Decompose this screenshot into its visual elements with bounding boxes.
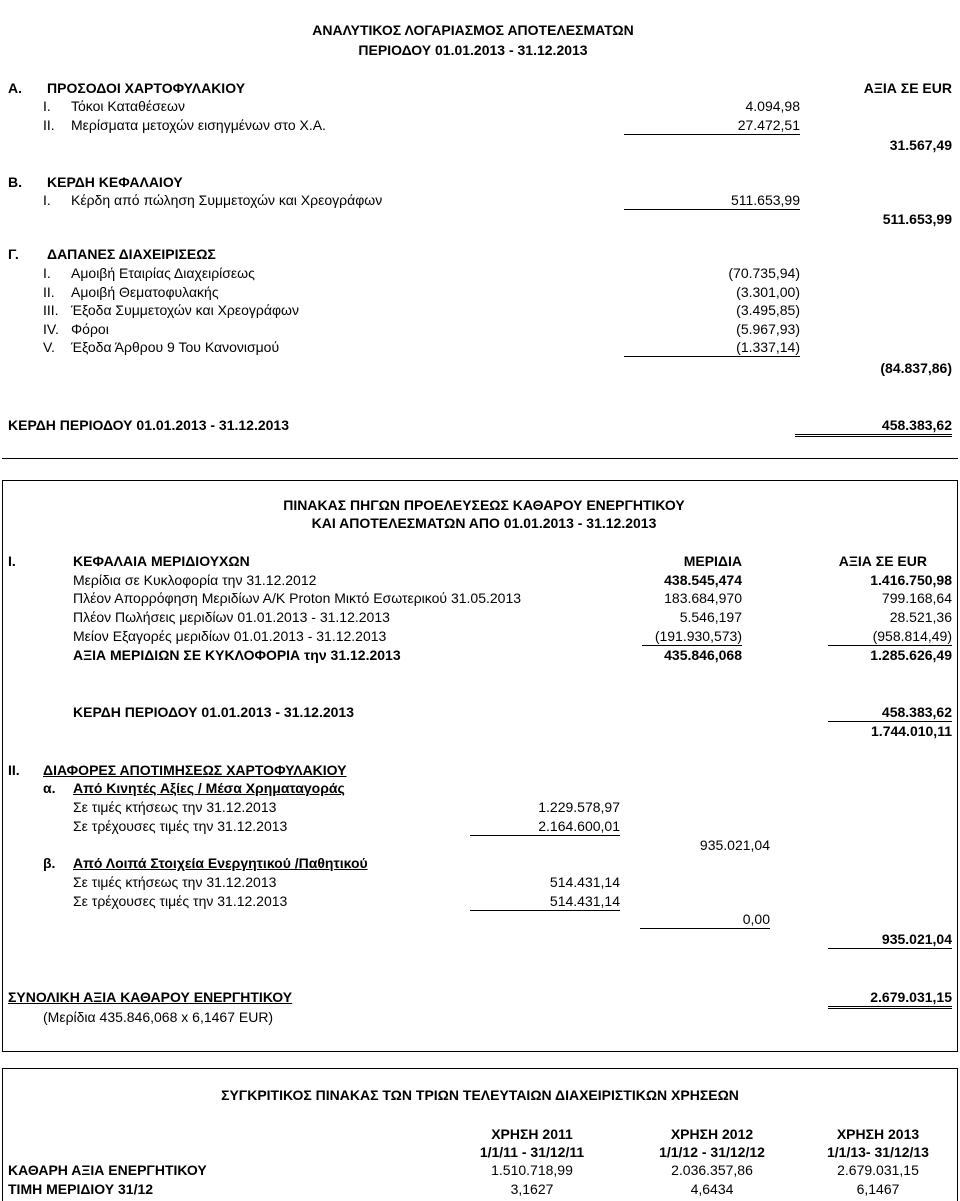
comparison-year-header [0,1125,960,1143]
year-header: ΧΡΗΣΗ 2012 [670,1126,754,1142]
group-a-current-value: 2.164.600,01 [470,817,620,836]
period-profit-label: ΚΕΡΔΗ ΠΕΡΙΟΔΟΥ 01.01.2013 - 31.12.2013 [8,417,289,433]
period-header: 1/1/13- 31/12/13 [827,1144,929,1160]
section-c-item [0,264,960,282]
capital-row-label: Πλέον Πωλήσεις μεριδίων 01.01.2013 - 31.12.2013 [73,609,390,625]
item-label: Μερίσματα μετοχών εισηγμένων στο Χ.Α. [71,117,326,133]
comparison-row-label: ΚΑΘΑΡΗ ΑΞΙΑ ΕΝΕΡΓΗΤΙΚΟΥ [8,1162,207,1178]
item-number: I. [43,192,51,208]
net-assets-note-row [0,1008,960,1026]
comparison-cell: 2.679.031,15 [837,1162,919,1178]
item-value: (5.967,93) [736,321,800,337]
item-label: Αμοιβή Θεματοφυλακής [71,284,219,300]
section-b-total: 511.653,99 [882,211,952,227]
section-a-header [0,79,960,97]
statement-title: ΑΝΑΛΥΤΙΚΟΣ ΛΟΓΑΡΙΑΣΜΟΣ ΑΠΟΤΕΛΕΣΜΑΤΩΝ [312,22,634,38]
item-number: I. [43,98,51,114]
capital-row-value: 28.521,36 [889,609,952,625]
valuation-group-a-header [0,779,960,797]
comparison-title: ΣΥΓΚΡΙΤΙΚΟΣ ΠΙΝΑΚΑΣ ΤΩΝ ΤΡΙΩΝ ΤΕΛΕΥΤΑΙΩΝ ΔΙΑΧΕΙΡΙΣΤΙΚΩΝ ΧΡΗΣΕΩΝ [221,1087,739,1103]
section-a-letter: Α. [8,80,22,96]
section-c-total-row [0,359,960,377]
group-a-current-label: Σε τρέχουσες τιμές την 31.12.2013 [73,818,288,834]
item-number: I. [43,265,51,281]
group-b-title: Από Λοιπά Στοιχεία Ενεργητικού /Παθητικού [73,855,368,871]
valuation-title: ΔΙΑΦΟΡΕΣ ΑΠΟΤΙΜΗΣΕΩΣ ΧΑΡΤΟΦΥΛΑΚΙΟΥ [43,762,347,778]
section-c-header [0,245,960,263]
units-column-header: ΜΕΡΙΔΙΑ [683,553,742,569]
comparison-row-label: ΤΙΜΗ ΜΕΡΙΔΙΟΥ 31/12 [8,1181,154,1197]
capital-closing-row [0,646,960,664]
capital-row [0,608,960,626]
capital-subtotal: 1.744.010,11 [871,723,952,739]
group-b-difference: 0,00 [640,910,770,929]
period-header: 1/1/11 - 31/12/11 [479,1144,585,1160]
statement-title-row [0,21,960,39]
section-c-item [0,301,960,319]
section-c-item [0,338,960,356]
valuation-total: 935.021,04 [828,930,952,949]
group-a-letter: α. [43,780,56,796]
item-value: (3.301,00) [736,284,800,300]
valuation-number: II. [8,762,20,778]
item-value: (3.495,85) [736,302,800,318]
comparison-row [0,1161,960,1179]
group-b-cost-label: Σε τιμές κτήσεως την 31.12.2013 [73,874,277,890]
item-label: Φόροι [71,321,109,337]
item-value: (70.735,94) [728,265,800,281]
net-assets-row [0,988,960,1006]
group-a-current-row [0,817,960,835]
sources-title-line2: ΚΑΙ ΑΠΟΤΕΛΕΣΜΑΤΩΝ ΑΠΟ 01.01.2013 - 31.12.2013 [311,515,657,531]
group-b-letter: β. [43,855,56,871]
comparison-cell: 3,1627 [510,1181,554,1197]
item-label: Κέρδη από πώληση Συμμετοχών και Χρεογράφων [71,192,383,208]
capital-closing-label: ΑΞΙΑ ΜΕΡΙΔΙΩΝ ΣΕ ΚΥΚΛΟΦΟΡΙΑ την 31.12.2013 [73,647,401,663]
section-b-letter: Β. [8,174,22,190]
sources-title-line1: ΠΙΝΑΚΑΣ ΠΗΓΩΝ ΠΡΟΕΛΕΥΣΕΩΣ ΚΑΘΑΡΟΥ ΕΝΕΡΓΗΤΙΚΟΥ [283,497,685,513]
section-c-letter: Γ. [8,246,19,262]
item-number: IV. [43,321,59,337]
item-label: Αμοιβή Εταιρίας Διαχειρίσεως [71,265,255,281]
valuation-header [0,761,960,779]
capital-header [0,552,960,570]
group-b-current-label: Σε τρέχουσες τιμές την 31.12.2013 [73,893,288,909]
capital-row-label: Μείον Εξαγορές μεριδίων 01.01.2013 - 31.12.2013 [73,628,387,644]
item-value: 4.094,98 [745,98,800,114]
capital-profit-label: ΚΕΡΔΗ ΠΕΡΙΟΔΟΥ 01.01.2013 - 31.12.2013 [73,704,354,720]
item-number: V. [43,339,55,355]
statement-period-row [0,41,960,59]
capital-title: ΚΕΦΑΛΑΙΑ ΜΕΡΙΔΙΟΥΧΩΝ [73,553,250,569]
capital-row-label: Μερίδια σε Κυκλοφορία την 31.12.2012 [73,572,317,588]
item-number: II. [43,117,55,133]
section-c-title: ΔΑΠΑΝΕΣ ΔΙΑΧΕΙΡΙΣΕΩΣ [47,246,216,262]
item-value: (1.337,14) [624,338,800,357]
section-b-title: ΚΕΡΔΗ ΚΕΦΑΛΑΙΟΥ [47,174,183,190]
item-value: 511.653,99 [624,191,800,210]
group-a-title: Από Κινητές Αξίες / Μέσα Χρηματαγοράς [73,780,345,796]
item-label: Έξοδα Συμμετοχών και Χρεογράφων [71,302,299,318]
valuation-total-row [0,930,960,948]
comparison-row [0,1180,960,1198]
sources-title-row [0,496,960,514]
section-divider [2,458,958,459]
comparison-cell: 6,1467 [856,1181,900,1197]
item-label: Τόκοι Καταθέσεων [71,98,185,114]
section-a-title: ΠΡΟΣΟΔΟΙ ΧΑΡΤΟΦΥΛΑΚΙΟΥ [47,80,246,96]
capital-row-units: 183.684,970 [664,590,742,606]
item-label: Έξοδα Άρθρου 9 Του Κανονισμού [71,339,280,355]
group-a-cost-label: Σε τιμές κτήσεως την 31.12.2013 [73,799,277,815]
section-c-total: (84.837,86) [880,360,952,376]
section-c-item [0,283,960,301]
capital-row-value: 1.416.750,98 [870,572,952,588]
capital-row [0,589,960,607]
comparison-title-row [0,1086,960,1104]
comparison-cell: 2.036.357,86 [671,1162,753,1178]
statement-period: ΠΕΡΙΟΔΟΥ 01.01.2013 - 31.12.2013 [358,42,588,58]
group-b-current-row [0,892,960,910]
section-c-item [0,320,960,338]
year-header: ΧΡΗΣΗ 2013 [836,1126,920,1142]
group-b-cost-value: 514.431,14 [549,874,620,890]
item-value: 27.472,51 [624,116,800,135]
period-profit-value: 458.383,62 [795,416,952,437]
group-a-difference-row [0,836,960,854]
capital-row [0,627,960,645]
capital-row-units: 5.546,197 [679,609,742,625]
year-header: ΧΡΗΣΗ 2011 [491,1126,573,1142]
group-b-difference-row [0,910,960,928]
capital-closing-units: 435.846,068 [664,647,742,663]
group-b-current-value: 514.431,14 [470,892,620,911]
value-column-header: ΑΞΙΑ ΣΕ EUR [863,80,952,96]
section-b-item [0,191,960,209]
group-a-cost-value: 1.229.578,97 [538,799,620,815]
group-b-cost-row [0,873,960,891]
item-number: II. [43,284,55,300]
sources-title-row [0,514,960,532]
comparison-cell: 4,6434 [690,1181,734,1197]
value-column-header: ΑΞΙΑ ΣΕ EUR [838,553,927,569]
net-assets-label: ΣΥΝΟΛΙΚΗ ΑΞΙΑ ΚΑΘΑΡΟΥ ΕΝΕΡΓΗΤΙΚΟΥ [8,989,293,1005]
period-profit-row [0,416,960,434]
capital-row-label: Πλέον Απορρόφηση Μεριδίων Α/Κ Proton Μικτό Εσωτερικού 31.05.2013 [73,590,522,606]
capital-row-value: (958.814,49) [828,627,952,646]
capital-row-units: (191.930,573) [642,627,742,646]
section-a-item [0,116,960,134]
section-a-total: 31.567,49 [889,137,952,153]
group-a-cost-row [0,798,960,816]
section-a-item [0,97,960,115]
net-assets-note: (Μερίδια 435.846,068 x 6,1467 EUR) [43,1009,274,1025]
comparison-period-header [0,1143,960,1161]
capital-closing-value: 1.285.626,49 [870,647,952,663]
section-b-header [0,173,960,191]
capital-subtotal-row [0,722,960,740]
period-header: 1/1/12 - 31/12/12 [659,1144,765,1160]
capital-row-value: 799.168,64 [881,590,952,606]
net-assets-value: 2.679.031,15 [828,988,952,1009]
group-a-difference: 935.021,04 [699,837,770,853]
capital-row-units: 438.545,474 [664,572,742,588]
valuation-group-b-header [0,854,960,872]
item-number: III. [43,302,59,318]
capital-number: I. [8,553,16,569]
capital-profit-value: 458.383,62 [828,703,952,722]
section-a-total-row [0,136,960,154]
capital-row [0,571,960,589]
comparison-cell: 1.510.718,99 [491,1162,573,1178]
capital-profit-row [0,703,960,721]
section-b-total-row [0,210,960,228]
